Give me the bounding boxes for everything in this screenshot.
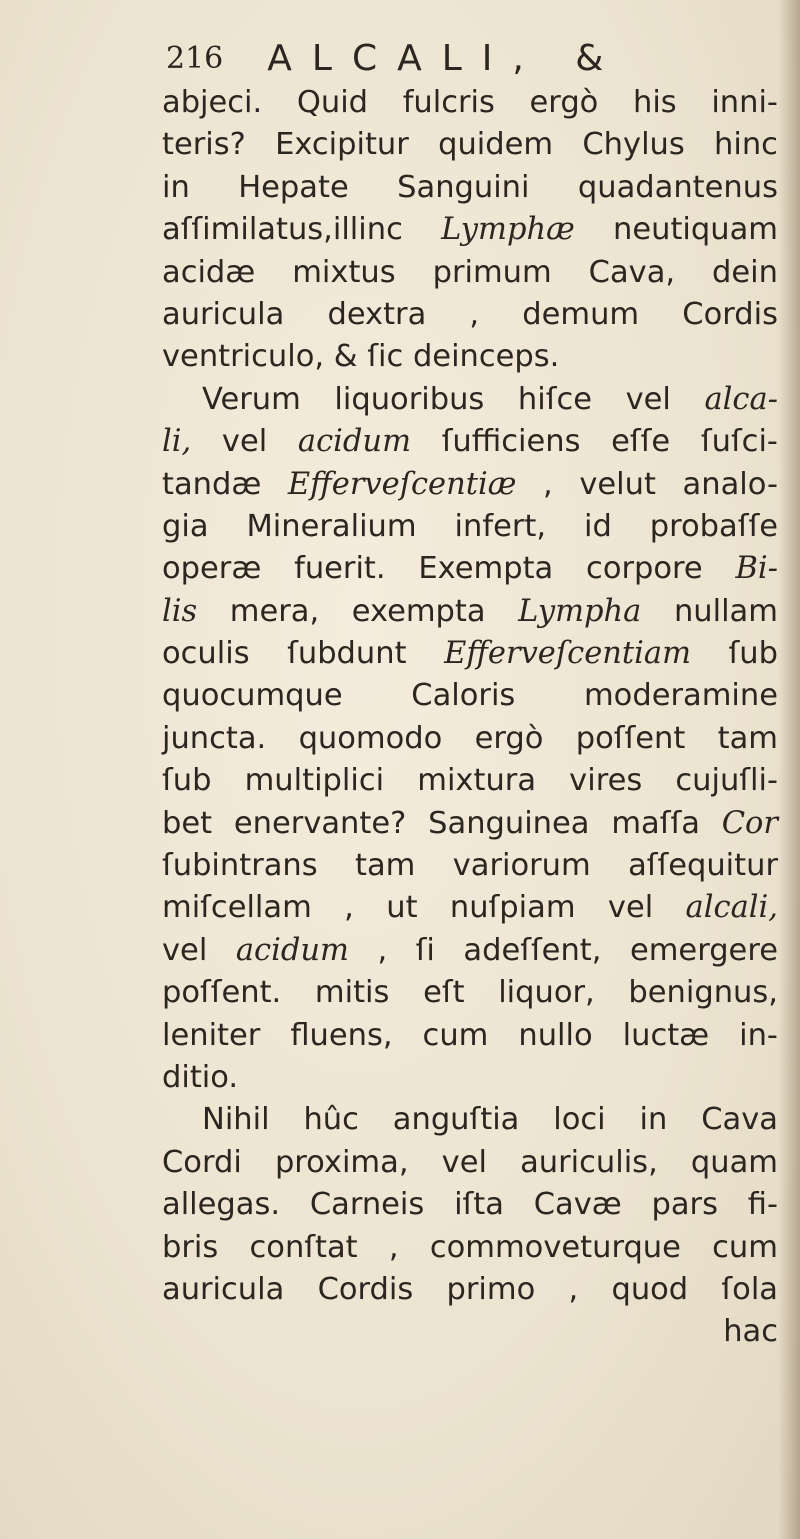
word: liquoribus [334,381,485,417]
text-line [162,209,778,251]
word: variorum [452,848,591,884]
word: juncta. [162,720,267,756]
word: analo- [682,466,778,502]
word: eſt [423,975,465,1011]
word: infert, [454,508,547,544]
body-text [162,82,778,1354]
word: , [568,1271,579,1307]
word: ergò [474,720,544,756]
word: aſſimilatus,illinc [162,212,403,248]
word: cum [422,1017,489,1053]
word: fulcris [402,85,495,120]
word: Cavæ [533,1187,622,1223]
word: operæ [162,551,262,587]
word: Carneis [309,1187,425,1223]
word: Sanguinea [428,805,590,841]
word: iſta [454,1187,504,1223]
paragraph-first-line [162,1099,778,1141]
word: eſſe [611,424,671,460]
word: Sanguini [397,169,530,205]
word: Cordis [317,1271,414,1307]
word: moderamine [583,678,778,714]
word: dextra [327,296,427,332]
word: Cordi [162,1144,242,1180]
text-line [162,1142,778,1184]
word: deinceps. [412,339,560,375]
word: vires [569,763,643,799]
word: Cava, [588,254,676,290]
text-line [162,294,778,336]
text-line [162,506,778,548]
word: ſuſci- [700,424,778,460]
word: Exempta [418,551,554,587]
text-line [162,803,778,845]
word: Bi- [735,551,778,587]
word: Lymphæ [441,212,575,248]
word: , [543,466,553,502]
text-line [162,591,778,633]
word: Excipitur [275,127,409,163]
word: enervante? [233,805,407,841]
text-line [162,1227,778,1269]
word: bris [162,1229,219,1265]
word: fluens, [290,1017,393,1053]
word: Chylus [582,127,685,163]
word: Caloris [411,678,516,714]
word: loci [553,1102,606,1138]
word: miſcellam [162,890,312,926]
word: poſſent [575,720,686,756]
text-line [162,1269,778,1311]
word: bet [162,805,213,841]
word: id [584,508,612,544]
word: Cor [721,805,778,841]
word: ſic [367,339,404,375]
word: abjeci. [162,85,263,120]
word: primo [446,1271,536,1307]
text-line [162,718,778,760]
word: emergere [629,932,778,968]
word: neutiquam [613,212,778,248]
word: quadantenus [577,169,778,205]
word: anguſtia [392,1102,520,1138]
word: mixtura [417,763,537,799]
word: li, [162,424,192,460]
word: vel [441,1144,487,1180]
word: ſola [721,1271,778,1307]
text-line [162,548,778,590]
page-number: 216 [166,40,224,76]
word: lis [162,593,198,629]
text-line [162,1015,778,1057]
word: in [639,1102,668,1138]
word: exempta [351,593,486,629]
word: teris? [162,127,246,163]
text-line [162,252,778,294]
word: ſub [728,636,778,672]
word: demum [522,296,640,332]
word: , [469,296,480,332]
word: auricula [162,296,285,332]
word: cujuſli- [675,763,778,799]
text-line [162,887,778,929]
text-line [162,1184,778,1226]
text-line [162,1311,778,1353]
page-header [166,28,623,88]
word: hiſce [517,381,592,417]
word: quidem [438,127,554,163]
word: ſub [162,763,212,799]
word: ditio. [162,1059,239,1095]
word: Verum [202,381,301,417]
word: tam [355,848,416,884]
word: quod [611,1271,689,1307]
word: ergò [529,85,599,120]
text-line [162,167,778,209]
text-line [162,760,778,802]
word: in [162,169,190,205]
word: Cordis [682,296,778,332]
word: vel [607,890,654,926]
word: cum [712,1229,778,1265]
word: proxima, [274,1144,409,1180]
word: ſi [415,932,435,968]
word: auriculis, [520,1144,658,1180]
word: benignus, [628,975,778,1011]
word: nullam [673,593,778,629]
word: Mineralium [246,508,417,544]
word: quocumque [162,678,343,714]
word: velut [579,466,656,502]
word: nuſpiam [449,890,576,926]
word: poſſent. [162,975,282,1011]
text-line [162,421,778,463]
word: ſubdunt [287,636,407,672]
word: ventriculo, [162,339,325,375]
word: quomodo [298,720,443,756]
word: Efferveſcentiam [444,636,692,672]
word: oculis [162,636,250,672]
word: Cava [701,1102,778,1138]
word: acidæ [162,254,256,290]
word: dein [712,254,778,290]
word: Quid [296,85,369,120]
word: vel [625,381,671,417]
word: maſſa [611,805,700,841]
word: multiplici [244,763,385,799]
word: vel [221,424,268,460]
word: acidum [297,424,411,460]
word: Nihil [202,1102,270,1138]
text-line [162,1057,778,1099]
word: alcali, [685,890,778,926]
text-line [162,336,778,378]
word: mixtus [292,254,396,290]
text-line [162,464,778,506]
word: liquor, [498,975,595,1011]
text-line [162,972,778,1014]
word: tam [717,720,778,756]
word: Lympha [518,593,642,629]
word: inni- [711,85,778,120]
word: fi- [747,1187,778,1223]
word: & [333,339,358,375]
word: corpore [586,551,703,587]
page-gutter-shadow [778,0,800,1539]
word: alca- [704,381,778,417]
word: gia [162,508,209,544]
word: nullo [518,1017,593,1053]
word: his [632,85,677,120]
paragraph-first-line [162,379,778,421]
word: conſtat [249,1229,358,1265]
word: adeſſent, [463,932,602,968]
word: tandæ [162,466,262,502]
word: hac [723,1314,778,1350]
word: mera, [229,593,320,629]
word: Efferveſcentiæ [287,466,517,502]
word: leniter [162,1017,261,1053]
word: in- [739,1017,778,1053]
word: pars [651,1187,718,1223]
word: hinc [714,127,778,163]
text-line [162,675,778,717]
word: ſufficiens [441,424,581,460]
word: aſſequitur [628,848,778,884]
word: vel [162,932,208,968]
text-line [162,82,778,124]
word: mitis [314,975,390,1011]
word: , [344,890,354,926]
word: quam [690,1144,778,1180]
word: allegas. [162,1187,281,1223]
word: , [377,932,388,968]
text-line [162,845,778,887]
text-line [162,930,778,972]
word: Hepate [238,169,349,205]
word: auricula [162,1271,285,1307]
word: ſubintrans [162,848,318,884]
word: primum [432,254,552,290]
word: , [388,1229,399,1265]
word: ut [386,890,418,926]
word: hûc [303,1102,359,1138]
text-line [162,633,778,675]
word: commoveturque [429,1229,681,1265]
text-line [162,124,778,166]
word: probaſſe [649,508,778,544]
word: acidum [235,932,349,968]
word: fuerit. [294,551,386,587]
running-title: ALCALI, & [267,37,624,79]
word: luctæ [622,1017,710,1053]
